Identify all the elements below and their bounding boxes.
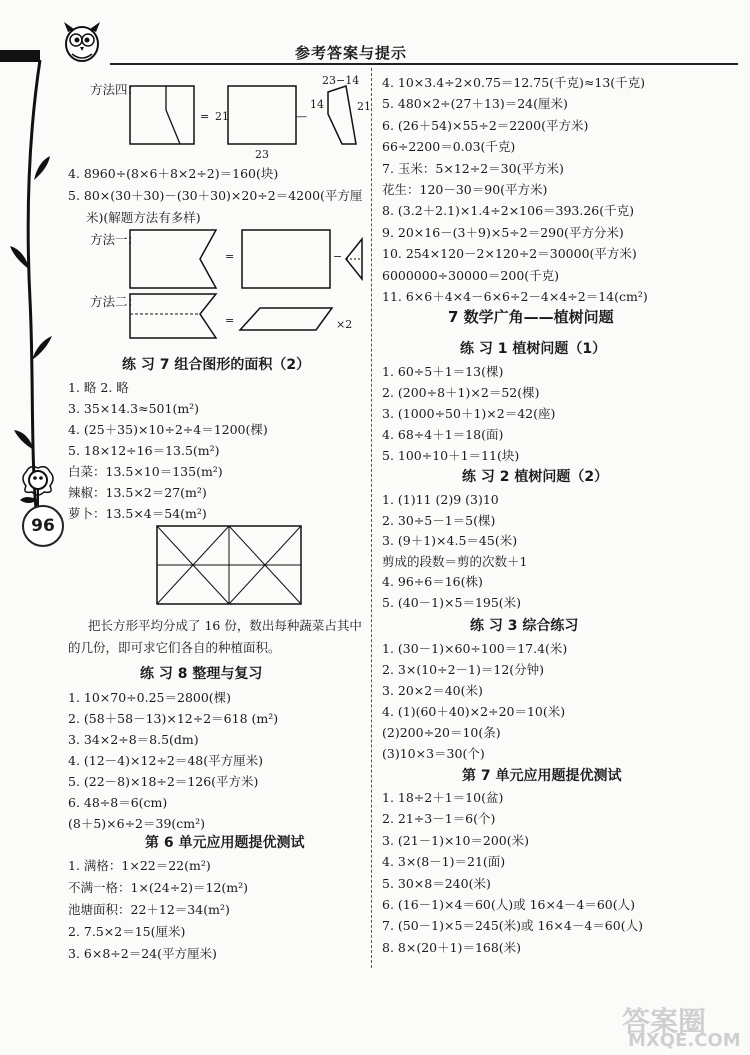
unit7-answer-line: 4. 3×(8－1)＝21(面) xyxy=(382,854,506,870)
section-title-unit6: 第 6 单元应用题提优测试 xyxy=(145,835,305,851)
r-ex2-answer-line: 5. (40－1)×5＝195(米) xyxy=(382,594,522,610)
r-ex1-answer-line: 3. (1000÷50＋1)×2＝42(座) xyxy=(382,406,556,421)
owl-mascot-icon xyxy=(58,18,106,64)
ex7-answer-line: 1. 略 2. 略 xyxy=(68,380,129,395)
ex8-answer-line: 1. 10×70÷0.25＝2800(棵) xyxy=(68,690,232,705)
chapter-7-title: 7 数学广角——植树问题 xyxy=(448,308,614,326)
page-number: 96 xyxy=(22,505,64,547)
unit7-answer-line: 5. 30×8＝240(米) xyxy=(382,875,491,891)
unit7-answer-line: 7. (50－1)×5＝245(米)或 16×4－4＝60(人) xyxy=(382,918,643,934)
section-title-ex8: 练 习 8 整理与复习 xyxy=(140,666,263,682)
right-answer-line: 4. 10×3.4÷2×0.75＝12.75(千克)≈13(千克) xyxy=(382,75,646,90)
ex7-answer-line: 4. (25＋35)×10÷2÷4＝1200(棵) xyxy=(68,422,268,437)
r-ex1-answer-line: 5. 100÷10＋1＝11(块) xyxy=(382,448,520,463)
r-ex1-answer-line: 1. 60÷5＋1＝13(棵) xyxy=(382,364,504,379)
r-ex3-answer-line: 4. (1)(60＋40)×2÷20＝10(米) xyxy=(382,704,566,719)
right-answer-line: 花生：120－30＝90(平方米) xyxy=(382,182,548,197)
r-ex2-answer-line: 2. 30÷5－1＝5(棵) xyxy=(382,512,496,528)
column-divider xyxy=(371,68,372,968)
unit7-answer-line: 6. (16－1)×4＝60(人)或 16×4－4＝60(人) xyxy=(382,897,636,912)
right-answer-line: 66÷2200＝0.03(千克) xyxy=(382,139,516,155)
method2-label: 方法二： xyxy=(90,294,141,309)
method4-dim-14: 14 xyxy=(310,98,324,111)
method1-label: 方法一： xyxy=(90,232,141,247)
unit6-answer-line: 1. 满格：1×22＝22(m²) xyxy=(68,858,211,873)
right-answer-line: 6000000÷30000＝200(千克) xyxy=(382,267,560,283)
section-title-unit7: 第 7 单元应用题提优测试 xyxy=(462,768,622,784)
unit7-answer-line: 8. 8×(20＋1)＝168(米) xyxy=(382,939,522,955)
right-answer-line: 9. 20×16－(3＋9)×5÷2＝290(平方分米) xyxy=(382,224,624,240)
ex7-answer-line: 辣椒：13.5×2＝27(m²) xyxy=(68,485,207,500)
right-answer-line: 7. 玉米：5×12÷2＝30(平方米) xyxy=(382,160,564,176)
r-ex2-answer-line: 4. 96÷6＝16(株) xyxy=(382,574,483,589)
watermark-top: 答案圈 xyxy=(622,1005,707,1038)
ex8-answer-line: 3. 34×2÷8＝8.5(dm) xyxy=(68,732,199,747)
flower-mascot-icon xyxy=(10,460,66,510)
unit7-answer-line: 1. 18÷2＋1＝10(盆) xyxy=(382,790,504,805)
method4-dim-21a: 21 xyxy=(215,110,229,123)
method4-dim-21b: 21 xyxy=(357,100,371,113)
method4-equals: = xyxy=(200,110,210,123)
unit7-answer-line: 2. 21÷3－1＝6(个) xyxy=(382,811,496,827)
ex8-answer-line: 4. (12－4)×12÷2＝48(平方厘米) xyxy=(68,753,263,768)
r-ex3-answer-line: 3. 20×2＝40(米) xyxy=(382,683,483,698)
unit6-answer-line: 2. 7.5×2＝15(厘米) xyxy=(68,924,186,939)
r-ex1-answer-line: 2. (200÷8＋1)×2＝52(棵) xyxy=(382,385,540,400)
vegetable-grid-diagram xyxy=(155,524,305,608)
ex8-answer-line: 6. 48÷8＝6(cm) xyxy=(68,795,168,810)
ex8-answer-line: 2. (58＋58－13)×12÷2＝618 (m²) xyxy=(68,711,279,726)
answer-5b: 米)(解题方法有多样) xyxy=(86,210,201,225)
method4-dim-23: 23 xyxy=(255,148,269,161)
watermark-bottom: MXQE.COM xyxy=(628,1030,741,1051)
unit6-answer-line: 池塘面积：22＋12＝34(m²) xyxy=(68,902,230,917)
method1-equals: = xyxy=(225,250,235,263)
ex8-answer-line: (8＋5)×6÷2＝39(cm²) xyxy=(68,816,206,831)
ex7-answer-line: 5. 18×12÷16＝13.5(m²) xyxy=(68,443,220,458)
unit6-answer-line: 3. 6×8÷2＝24(平方厘米) xyxy=(68,946,217,961)
ex8-answer-line: 5. (22－8)×18÷2＝126(平方米) xyxy=(68,774,259,789)
method4-label: 方法四： xyxy=(90,82,141,97)
unit7-answer-line: 3. (21－1)×10＝200(米) xyxy=(382,832,530,848)
ex7-answer-line: 萝卜：13.5×4＝54(m²) xyxy=(68,506,207,521)
right-answer-line: 8. (3.2＋2.1)×1.4÷2×106＝393.26(千克) xyxy=(382,203,635,219)
method1-minus: − xyxy=(333,250,343,263)
answer-4: 4. 8960÷(8×6＋8×2÷2)＝160(块) xyxy=(68,166,279,181)
right-answer-line: 6. (26＋54)×55÷2＝2200(平方米) xyxy=(382,117,589,133)
ex7-answer-line: 白菜：13.5×10＝135(m²) xyxy=(68,464,223,479)
page-header-title: 参考答案与提示 xyxy=(295,44,408,62)
r-ex2-answer-line: 剪成的段数＝剪的次数＋1 xyxy=(382,553,528,569)
right-answer-line: 10. 254×120－2×120÷2＝30000(平方米) xyxy=(382,246,637,262)
section-title-ex7: 练 习 7 组合图形的面积（2） xyxy=(122,357,311,373)
ex7-explanation-b: 的几份，即可求它们各自的种植面积。 xyxy=(68,640,281,655)
method2-equals: = xyxy=(225,314,235,327)
method2-times2: ×2 xyxy=(336,318,353,331)
section-title-r-ex2: 练 习 2 植树问题（2） xyxy=(462,469,609,485)
r-ex1-answer-line: 4. 68÷4＋1＝18(面) xyxy=(382,427,504,442)
header-rule xyxy=(110,63,738,65)
method4-minus: — xyxy=(296,110,307,123)
r-ex2-answer-line: 1. (1)11 (2)9 (3)10 xyxy=(382,492,499,507)
r-ex3-answer-line: (2)200÷20＝10(条) xyxy=(382,725,501,740)
r-ex2-answer-line: 3. (9＋1)×4.5＝45(米) xyxy=(382,533,518,548)
answer-5a: 5. 80×(30＋30)－(30＋30)×20÷2＝4200(平方厘 xyxy=(68,188,363,203)
unit6-answer-line: 不满一格：1×(24÷2)＝12(m²) xyxy=(68,880,249,895)
ex7-explanation-a: 把长方形平均分成了 16 份，数出每种蔬菜占其中 xyxy=(88,618,362,633)
right-answer-line: 11. 6×6＋4×4－6×6÷2－4×4÷2＝14(cm²) xyxy=(382,289,648,304)
right-answer-line: 5. 480×2÷(27＋13)＝24(厘米) xyxy=(382,96,568,112)
section-title-r-ex1: 练 习 1 植树问题（1） xyxy=(460,341,607,357)
method4-dim-23-14: 23−14 xyxy=(322,74,360,87)
ex7-answer-line: 3. 35×14.3≈501(m²) xyxy=(68,401,200,416)
r-ex3-answer-line: (3)10×3＝30(个) xyxy=(382,746,485,761)
r-ex3-answer-line: 2. 3×(10÷2－1)＝12(分钟) xyxy=(382,662,545,677)
r-ex3-answer-line: 1. (30－1)×60÷100＝17.4(米) xyxy=(382,641,568,656)
section-title-r-ex3: 练 习 3 综合练习 xyxy=(470,618,579,634)
